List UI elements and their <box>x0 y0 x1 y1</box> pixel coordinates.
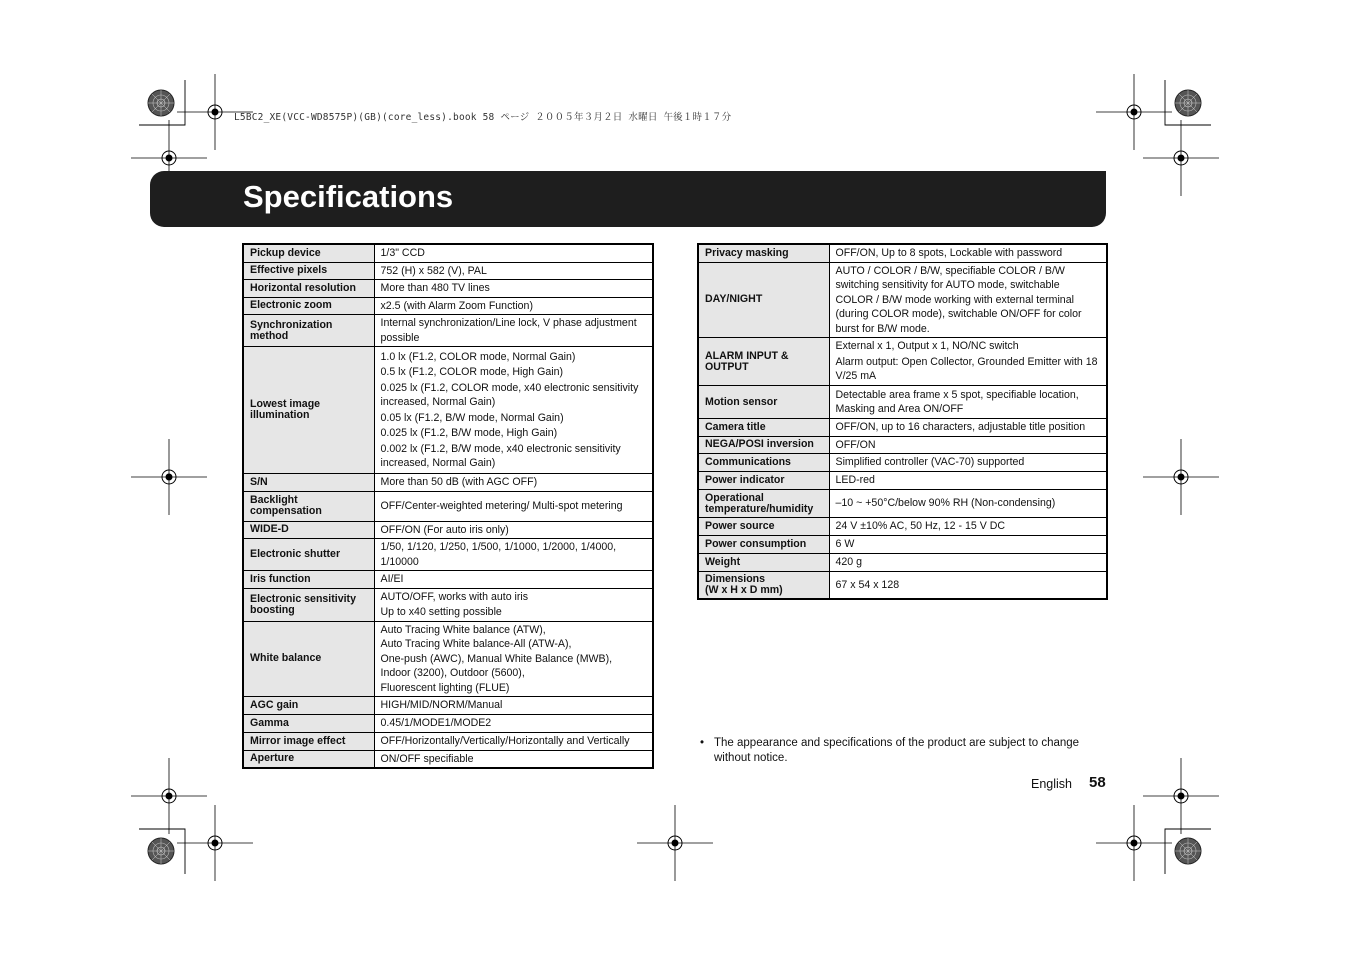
spec-row <box>698 386 1107 419</box>
spec-row <box>243 521 653 539</box>
spec-value: 1/50, 1/120, 1/250, 1/500, 1/1000, 1/2000, 1/4000, 1/10000 <box>380 541 617 568</box>
spec-value: –10 ~ +50°C/below 90% RH (Non-condensing) <box>835 497 1056 510</box>
spec-label: Power indicator <box>698 472 829 490</box>
spec-row <box>698 454 1107 472</box>
spec-value-cell <box>829 553 1107 571</box>
spec-value: 0.45/1/MODE1/MODE2 <box>380 716 492 729</box>
spec-row <box>698 262 1107 338</box>
spec-value: 6 W <box>835 537 855 550</box>
spec-row <box>243 697 653 715</box>
spec-value: Alarm output: Open Collector, Grounded Emitter with 18 V/25 mA <box>835 355 1098 383</box>
spec-value: OFF/ON, Up to 8 spots, Lockable with password <box>835 247 1063 259</box>
spec-row <box>243 571 653 589</box>
spec-value-cell <box>374 297 653 315</box>
spec-row <box>698 436 1107 454</box>
spec-value-cell <box>829 490 1107 518</box>
spec-value: OFF/ON <box>835 438 876 451</box>
spec-value-cell <box>374 621 653 697</box>
spec-value-cell <box>374 491 653 521</box>
spec-value: LED-red <box>835 474 875 487</box>
spec-value-cell <box>829 262 1107 338</box>
spec-row <box>243 539 653 571</box>
spec-value: ON/OFF specifiable <box>380 752 474 765</box>
spec-row <box>243 280 653 298</box>
star-target-bottom-right <box>1175 838 1201 864</box>
star-target-top-right <box>1175 90 1201 116</box>
spec-row <box>243 732 653 750</box>
spec-label: Synchronization method <box>243 315 374 347</box>
spec-value-cell <box>829 571 1107 599</box>
spec-value-cell <box>829 472 1107 490</box>
spec-value: 0.5 lx (F1.2, COLOR mode, High Gain) <box>380 366 564 378</box>
spec-row <box>243 714 653 732</box>
spec-value-cell <box>829 419 1107 437</box>
spec-value-cell <box>829 436 1107 454</box>
spec-value-cell <box>374 732 653 750</box>
spec-label: Weight <box>698 553 829 571</box>
spec-value: 752 (H) x 582 (V), PAL <box>380 264 487 277</box>
spec-table-right <box>697 243 1108 600</box>
spec-table-left <box>242 243 654 769</box>
spec-label: Effective pixels <box>243 262 374 280</box>
spec-label: Electronic sensitivity boosting <box>243 588 374 621</box>
spec-label: Dimensions (W x H x D mm) <box>698 571 829 599</box>
page-number: 58 <box>1089 774 1106 791</box>
spec-value-cell <box>829 535 1107 553</box>
language-label: English <box>1031 777 1072 791</box>
spec-row <box>243 588 653 621</box>
spec-value-cell <box>829 244 1107 262</box>
spec-value-cell <box>374 750 653 768</box>
spec-value: 1/3" CCD <box>380 247 425 259</box>
spec-row <box>243 262 653 280</box>
spec-value: Auto Tracing White balance (ATW), Auto Tracing White balance-All (ATW-A), One-push (AWC), Manual White Balance (MWB), Indoor (3200), Outdoor (5600), Fluorescent lighting (FLUE) <box>380 623 613 694</box>
spec-value: Detectable area frame x 5 spot, specifiable location, Masking and Area ON/OFF <box>835 388 1079 415</box>
spec-value-cell <box>374 347 653 474</box>
spec-label: Motion sensor <box>698 386 829 419</box>
spec-row <box>698 553 1107 571</box>
spec-label: Mirror image effect <box>243 732 374 750</box>
spec-label: Iris function <box>243 571 374 589</box>
spec-value: x2.5 (with Alarm Zoom Function) <box>380 299 533 312</box>
spec-label: Privacy masking <box>698 244 829 262</box>
spec-row <box>243 347 653 474</box>
file-slug: L5BC2_XE(VCC-WD8575P)(GB)(core_less).book 58 ページ ２００５年３月２日 水曜日 午後１時１７分 <box>234 112 732 123</box>
spec-value: 0.025 lx (F1.2, B/W mode, High Gain) <box>380 427 558 439</box>
spec-value: OFF/Center-weighted metering/ Multi-spot metering <box>380 499 623 512</box>
spec-label: Power consumption <box>698 535 829 553</box>
spec-value: AUTO / COLOR / B/W, specifiable COLOR / B/W switching sensitivity for AUTO mode, switchable COLOR / B/W mode working with external terminal (during COLOR mode), switchable ON/OFF for color burst for B/W mode. <box>835 264 1082 335</box>
spec-value: AI/EI <box>380 573 404 585</box>
spec-label: Pickup device <box>243 244 374 262</box>
spec-label: ALARM INPUT & OUTPUT <box>698 338 829 386</box>
spec-label: Gamma <box>243 714 374 732</box>
spec-value-cell <box>374 697 653 715</box>
spec-row <box>698 571 1107 599</box>
spec-row <box>698 518 1107 536</box>
spec-label: Power source <box>698 518 829 536</box>
spec-value-cell <box>374 262 653 280</box>
spec-value-cell <box>374 539 653 571</box>
spec-row <box>243 474 653 492</box>
spec-label: Electronic shutter <box>243 539 374 571</box>
star-target-bottom-left <box>148 838 174 864</box>
spec-value: External x 1, Output x 1, NO/NC switch <box>835 340 1019 353</box>
spec-label: S/N <box>243 474 374 492</box>
spec-value: 0.002 lx (F1.2, B/W mode, x40 electronic sensitivity increased, Normal Gain) <box>380 442 621 469</box>
spec-value: 0.05 lx (F1.2, B/W mode, Normal Gain) <box>380 411 564 424</box>
spec-label: AGC gain <box>243 697 374 715</box>
spec-value-cell <box>374 714 653 732</box>
spec-value: More than 50 dB (with AGC OFF) <box>380 476 538 488</box>
bullet: • <box>700 737 705 749</box>
spec-label: Aperture <box>243 750 374 768</box>
spec-label: White balance <box>243 621 374 697</box>
spec-value: OFF/ON, up to 16 characters, adjustable title position <box>835 421 1086 433</box>
spec-value-cell <box>829 518 1107 536</box>
spec-label: NEGA/POSI inversion <box>698 436 829 454</box>
spec-value-cell <box>374 571 653 589</box>
spec-value: 67 x 54 x 128 <box>835 578 900 591</box>
spec-value-cell <box>374 521 653 539</box>
spec-value-cell <box>374 588 653 621</box>
spec-value-cell <box>374 280 653 298</box>
spec-value-cell <box>374 474 653 492</box>
spec-value-cell <box>374 315 653 347</box>
spec-label: Backlight compensation <box>243 491 374 521</box>
spec-value: 24 V ±10% AC, 50 Hz, 12 - 15 V DC <box>835 520 1006 532</box>
spec-row <box>243 621 653 697</box>
spec-label: DAY/NIGHT <box>698 262 829 338</box>
spec-row <box>698 244 1107 262</box>
spec-row <box>243 297 653 315</box>
spec-row <box>698 472 1107 490</box>
spec-value: More than 480 TV lines <box>380 282 490 294</box>
spec-value: HIGH/MID/NORM/Manual <box>380 699 503 711</box>
spec-label: Lowest image illumination <box>243 347 374 474</box>
spec-row <box>243 491 653 521</box>
spec-value: AUTO/OFF, works with auto iris <box>380 590 529 603</box>
spec-value-cell <box>374 244 653 262</box>
notice <box>700 736 1090 765</box>
spec-value: OFF/ON (For auto iris only) <box>380 523 509 536</box>
spec-label: Horizontal resolution <box>243 280 374 298</box>
spec-value: Simplified controller (VAC-70) supported <box>835 456 1025 469</box>
spec-label: Electronic zoom <box>243 297 374 315</box>
spec-row <box>698 535 1107 553</box>
spec-row <box>698 419 1107 437</box>
star-target-top-left <box>148 90 174 116</box>
spec-label: WIDE-D <box>243 521 374 539</box>
notice-text: The appearance and specifications of the product are subject to change without notice. <box>714 737 1080 764</box>
spec-label: Operational temperature/humidity <box>698 490 829 518</box>
spec-value: Internal synchronization/Line lock, V phase adjustment possible <box>380 317 637 344</box>
spec-row <box>243 244 653 262</box>
spec-value-cell <box>829 386 1107 419</box>
spec-row <box>698 338 1107 386</box>
spec-value-cell <box>829 454 1107 472</box>
spec-label: Camera title <box>698 419 829 437</box>
spec-value: 0.025 lx (F1.2, COLOR mode, x40 electronic sensitivity increased, Normal Gain) <box>380 381 639 408</box>
spec-value: 1.0 lx (F1.2, COLOR mode, Normal Gain) <box>380 350 576 363</box>
spec-value: 420 g <box>835 555 863 568</box>
page-title: Specifications <box>243 179 454 214</box>
spec-row <box>698 490 1107 518</box>
spec-value: Up to x40 setting possible <box>380 606 502 618</box>
spec-row <box>243 750 653 768</box>
spec-value: OFF/Horizontally/Vertically/Horizontally and Vertically <box>380 734 630 747</box>
spec-row <box>243 315 653 347</box>
spec-value-cell <box>829 338 1107 386</box>
spec-label: Communications <box>698 454 829 472</box>
